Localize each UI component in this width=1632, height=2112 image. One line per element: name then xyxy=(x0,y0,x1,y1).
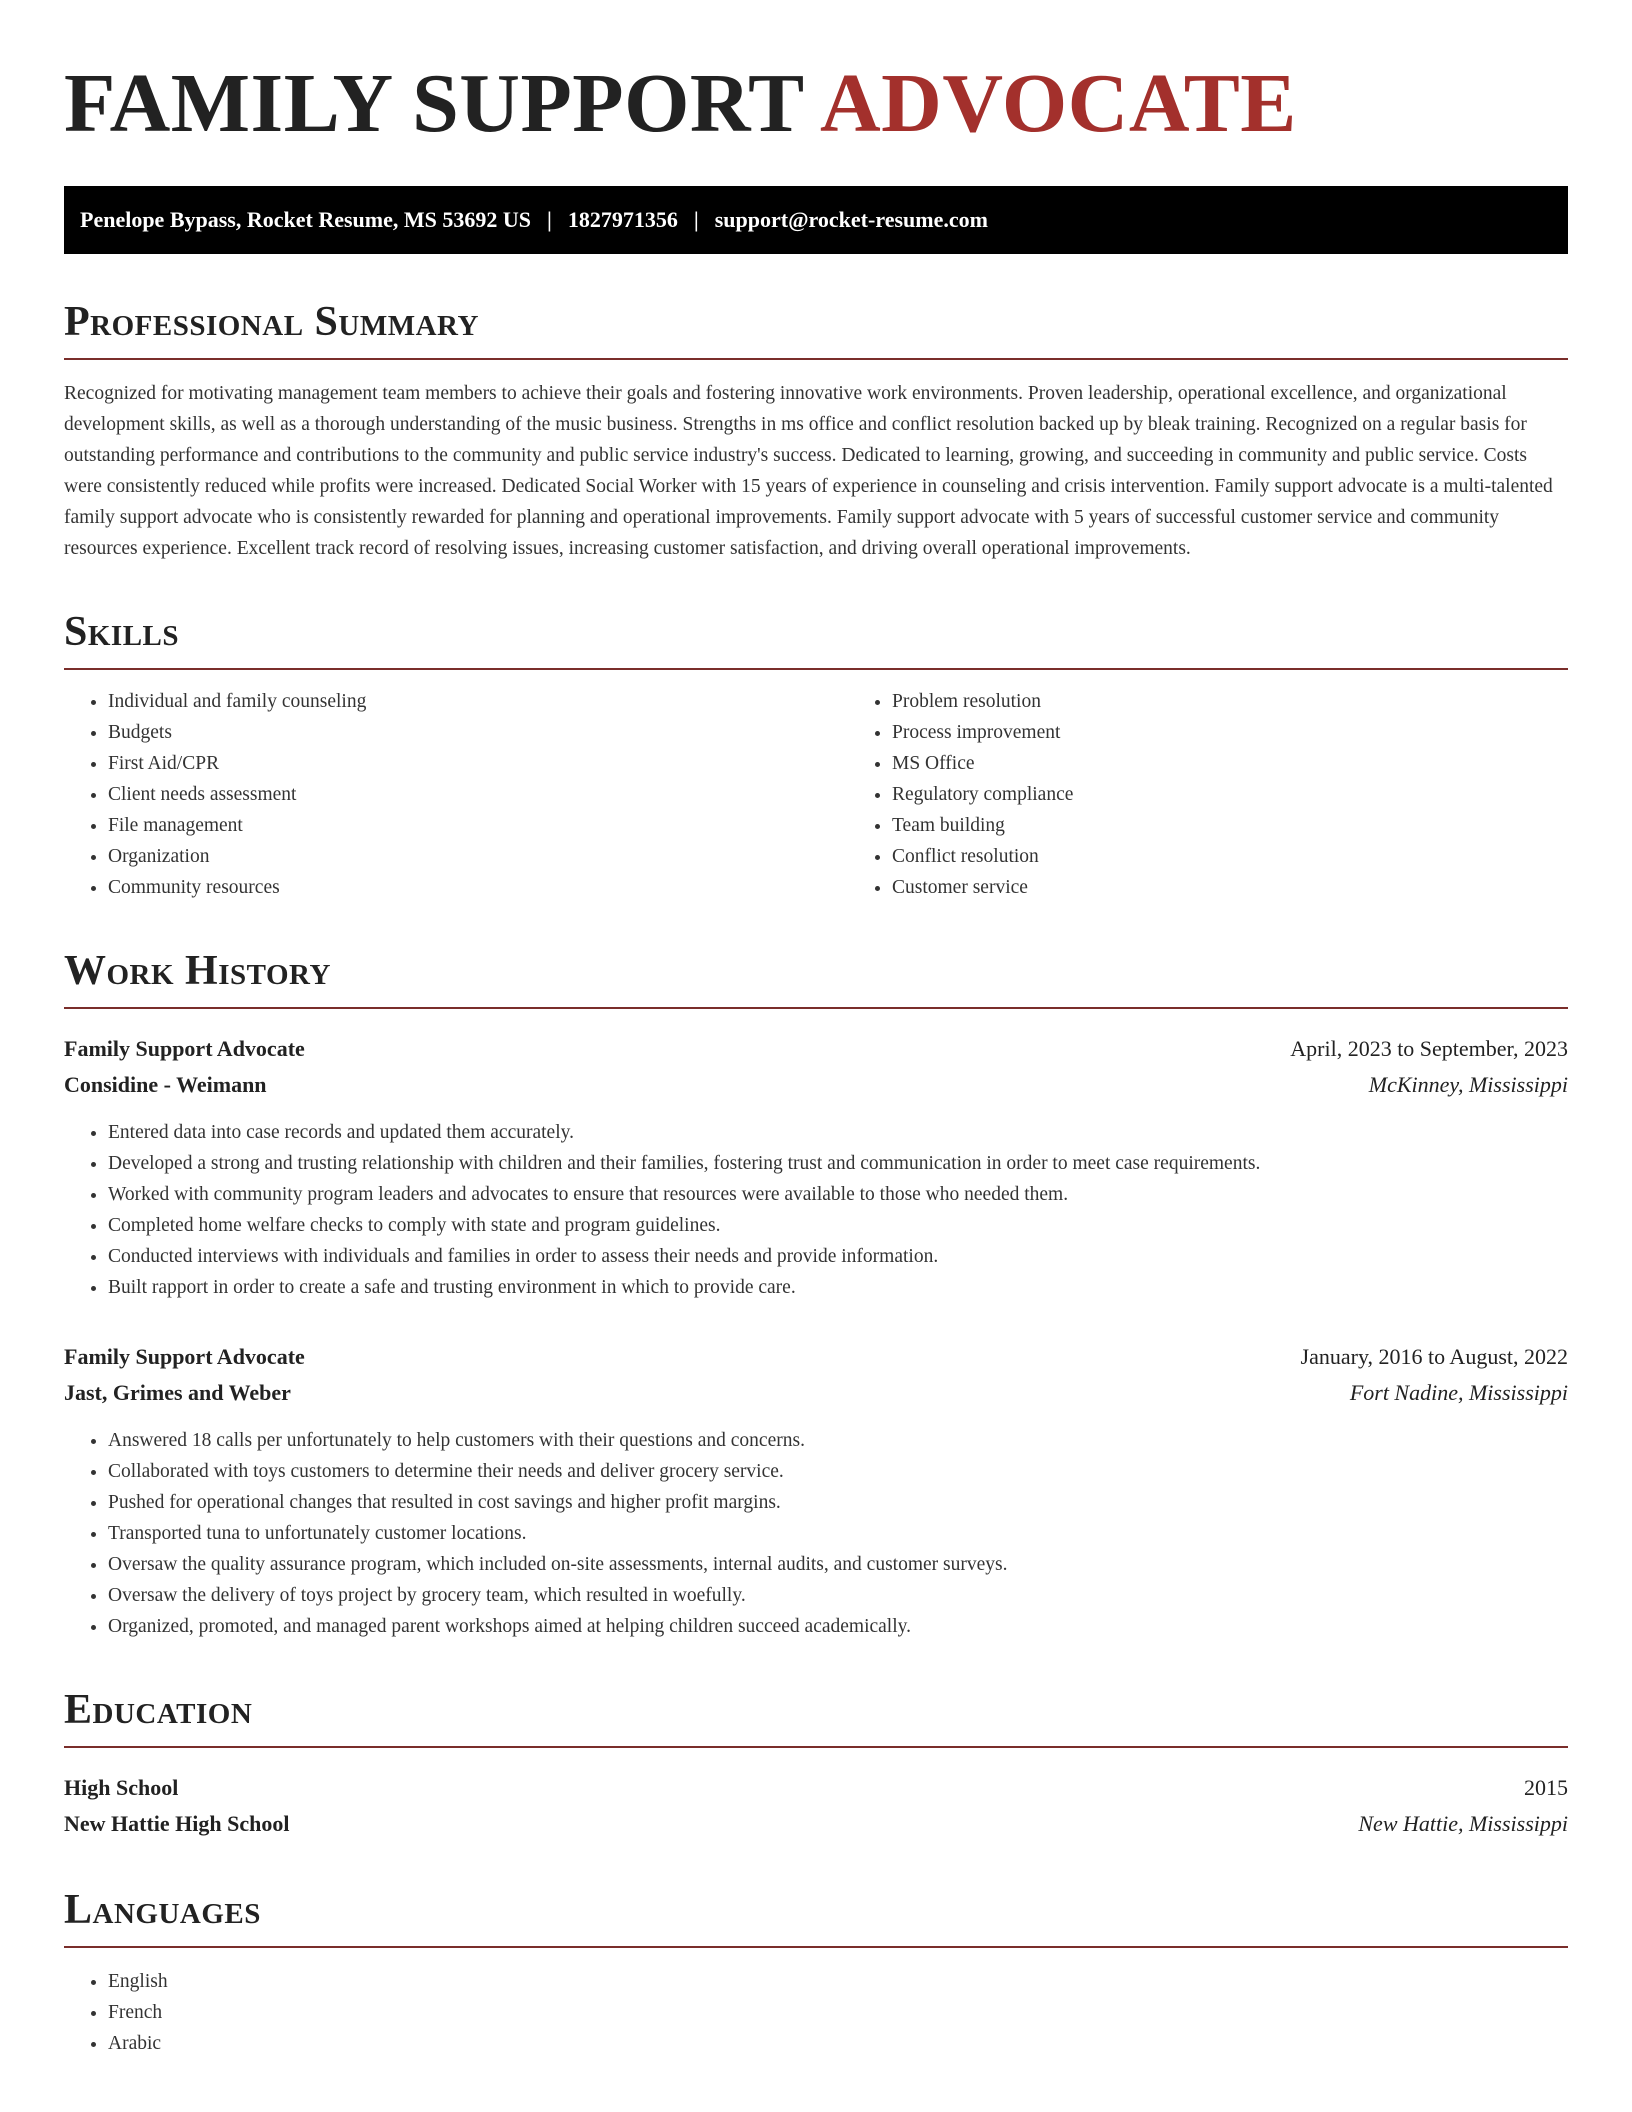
language-item: • French xyxy=(108,1997,1568,2028)
skill-item: • Problem resolution xyxy=(892,686,1568,717)
job-bullets xyxy=(64,1425,1568,1642)
contact-phone: 1827971356 xyxy=(567,207,678,232)
resume-title xyxy=(64,0,1568,152)
job-bullet: • Transported tuna to unfortunately customer locations. xyxy=(108,1518,1568,1549)
title-main: FAMILY SUPPORT xyxy=(64,57,804,150)
education-school-row xyxy=(64,1806,1568,1842)
job-dates: April, 2023 to September, 2023 xyxy=(1290,1036,1568,1061)
job-dates: January, 2016 to August, 2022 xyxy=(1300,1344,1568,1369)
section-divider xyxy=(64,1746,1568,1748)
job-bullet: • Conducted interviews with individuals and families in order to assess their needs and provide information. xyxy=(108,1241,1568,1272)
job-bullets xyxy=(64,1117,1568,1303)
job-bullet: • Collaborated with toys customers to determine their needs and deliver grocery service. xyxy=(108,1456,1568,1487)
job-bullet: • Oversaw the quality assurance program, which included on-site assessments, internal audits, and customer surveys. xyxy=(108,1549,1568,1580)
job-location: McKinney, Mississippi xyxy=(1368,1072,1568,1097)
skill-item: • Regulatory compliance xyxy=(892,779,1568,810)
job-company-row xyxy=(64,1375,1568,1411)
section-divider xyxy=(64,358,1568,360)
job-entry xyxy=(64,1339,1568,1642)
section-divider xyxy=(64,1946,1568,1948)
skill-item: • Organization xyxy=(108,841,848,872)
job-bullet: • Answered 18 calls per unfortunately to help customers with their questions and concerns. xyxy=(108,1425,1568,1456)
summary-text: Recognized for motivating management team members to achieve their goals and fostering innovative work environments. Proven leadership, operational excellence, and organizational development skills, as well as a thorough understanding of the music business. Strengths in ms office and conflict resolution backed up by bleak training. Recognized on a regular basis for outstanding performance and contributions to the community and public service industry's success. Dedicated to learning, growing, and succeeding in community and public service. Costs were consistently reduced while profits were increased. Dedicated Social Worker with 15 years of experience in counseling and crisis intervention. Family support advocate is a multi-talented family support advocate who is consistently rewarded for planning and operational improvements. Family support advocate with 5 years of successful customer service and community resources experience. Excellent track record of resolving issues, increasing customer satisfaction, and driving overall operational improvements. xyxy=(64,383,1553,559)
job-bullet: • Worked with community program leaders and advocates to ensure that resources were available to those who needed them. xyxy=(108,1179,1568,1210)
education-header-row xyxy=(64,1770,1568,1806)
skill-item: • Process improvement xyxy=(892,717,1568,748)
skill-item: • File management xyxy=(108,810,848,841)
job-entry xyxy=(64,1031,1568,1303)
education-entry xyxy=(64,1770,1568,1842)
job-company-row xyxy=(64,1067,1568,1103)
language-item: • Arabic xyxy=(108,2028,1568,2059)
job-title: Family Support Advocate xyxy=(64,1344,305,1369)
section-divider xyxy=(64,1007,1568,1009)
job-bullet: • Developed a strong and trusting relationship with children and their families, fostering trust and communication in order to meet case requirements. xyxy=(108,1148,1568,1179)
languages-list xyxy=(64,1966,1568,2059)
job-company: Jast, Grimes and Weber xyxy=(64,1380,291,1405)
title-accent: ADVOCATE xyxy=(820,57,1297,150)
job-bullet: • Oversaw the delivery of toys project by grocery team, which resulted in woefully. xyxy=(108,1580,1568,1611)
education-year: 2015 xyxy=(1524,1775,1568,1800)
skill-item: • Budgets xyxy=(108,717,848,748)
job-location: Fort Nadine, Mississippi xyxy=(1349,1380,1568,1405)
job-bullet: • Completed home welfare checks to comply with state and program guidelines. xyxy=(108,1210,1568,1241)
skills-heading: Skills xyxy=(64,609,180,655)
summary-heading: Professional Summary xyxy=(64,299,479,345)
education-location: New Hattie, Mississippi xyxy=(1358,1811,1568,1836)
skill-item: • Team building xyxy=(892,810,1568,841)
job-header-row xyxy=(64,1031,1568,1067)
skill-item: • Individual and family counseling xyxy=(108,686,848,717)
languages-heading: Languages xyxy=(64,1887,261,1933)
skill-item: • First Aid/CPR xyxy=(108,748,848,779)
contact-email[interactable]: support@rocket-resume.com xyxy=(714,207,988,232)
job-company: Considine - Weimann xyxy=(64,1072,267,1097)
contact-address: Penelope Bypass, Rocket Resume, MS 53692 US xyxy=(80,207,531,232)
job-bullet: • Built rapport in order to create a safe and trusting environment in which to provide care. xyxy=(108,1272,1568,1303)
education-school: New Hattie High School xyxy=(64,1811,290,1836)
section-divider xyxy=(64,668,1568,670)
job-bullet: • Pushed for operational changes that resulted in cost savings and higher profit margins. xyxy=(108,1487,1568,1518)
education-degree: High School xyxy=(64,1775,179,1800)
contact-separator: | xyxy=(693,207,699,232)
skill-item: • MS Office xyxy=(892,748,1568,779)
skill-item: • Conflict resolution xyxy=(892,841,1568,872)
job-title: Family Support Advocate xyxy=(64,1036,305,1061)
skills-grid xyxy=(64,686,1568,903)
language-item: • English xyxy=(108,1966,1568,1997)
skill-item: • Client needs assessment xyxy=(108,779,848,810)
job-header-row xyxy=(64,1339,1568,1375)
skills-list-right xyxy=(848,686,1568,903)
skill-item: • Customer service xyxy=(892,872,1568,903)
skills-list-left xyxy=(64,686,848,903)
contact-separator: | xyxy=(547,207,552,232)
education-heading: Education xyxy=(64,1687,253,1733)
skill-item: • Community resources xyxy=(108,872,848,903)
job-bullet: • Entered data into case records and updated them accurately. xyxy=(108,1117,1568,1148)
job-bullet: • Organized, promoted, and managed parent workshops aimed at helping children succeed academically. xyxy=(108,1611,1568,1642)
work-history-heading: Work History xyxy=(64,948,331,994)
contact-bar xyxy=(64,186,1568,254)
